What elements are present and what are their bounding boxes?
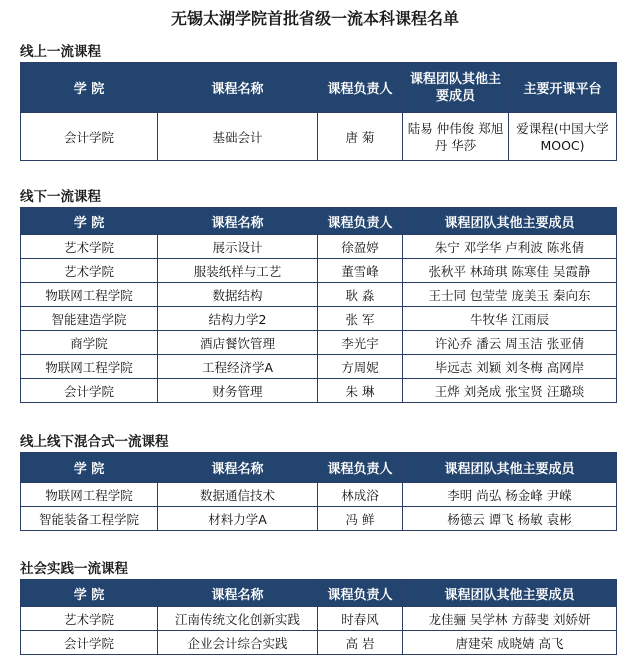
cell-members: 陆易 仲伟俊 郑旭丹 华莎 xyxy=(403,113,509,161)
table-row xyxy=(21,379,617,403)
cell-course: 结构力学2 xyxy=(158,307,318,331)
column-header: 课程负责人 xyxy=(318,63,403,113)
cell-college: 商学院 xyxy=(21,331,158,355)
cell-members: 牛牧华 江雨辰 xyxy=(403,307,617,331)
cell-leader: 李光宇 xyxy=(318,331,403,355)
cell-members: 李明 尚弘 杨金峰 尹嵘 xyxy=(403,483,617,507)
column-header: 课程名称 xyxy=(158,453,318,483)
cell-college: 艺术学院 xyxy=(21,259,158,283)
cell-leader: 高 岩 xyxy=(318,631,403,655)
table-row xyxy=(21,507,617,531)
cell-college: 艺术学院 xyxy=(21,235,158,259)
column-header: 主要开课平台 xyxy=(509,63,617,113)
cell-course: 基础会计 xyxy=(158,113,318,161)
column-header: 学 院 xyxy=(21,580,158,607)
table-row xyxy=(21,355,617,379)
online-course-table xyxy=(20,62,617,161)
cell-members: 杨德云 谭飞 杨敏 袁彬 xyxy=(403,507,617,531)
cell-members: 毕远志 刘颖 刘冬梅 高网岸 xyxy=(403,355,617,379)
cell-leader: 耿 淼 xyxy=(318,283,403,307)
cell-leader: 方周妮 xyxy=(318,355,403,379)
cell-members: 王烨 刘尧成 张宝贤 汪璐琰 xyxy=(403,379,617,403)
column-header: 课程团队其他主要成员 xyxy=(403,63,509,113)
cell-college: 物联网工程学院 xyxy=(21,483,158,507)
table-row xyxy=(21,235,617,259)
cell-course: 企业会计综合实践 xyxy=(158,631,318,655)
page-title: 无锡太湖学院首批省级一流本科课程名单 xyxy=(170,9,459,28)
cell-college: 艺术学院 xyxy=(21,607,158,631)
cell-leader: 唐 菊 xyxy=(318,113,403,161)
table-row xyxy=(21,307,617,331)
table-row xyxy=(21,283,617,307)
cell-leader: 徐盈婷 xyxy=(318,235,403,259)
cell-leader: 董雪峰 xyxy=(318,259,403,283)
table-row xyxy=(21,331,617,355)
cell-course: 江南传统文化创新实践 xyxy=(158,607,318,631)
table-row xyxy=(21,259,617,283)
table-row xyxy=(21,631,617,655)
cell-course: 财务管理 xyxy=(158,379,318,403)
cell-college: 会计学院 xyxy=(21,631,158,655)
table-header-row xyxy=(21,580,617,607)
table-header-row xyxy=(21,453,617,483)
table-row xyxy=(21,483,617,507)
column-header: 学 院 xyxy=(21,63,158,113)
table-header-row xyxy=(21,63,617,113)
cell-platform: 爱课程(中国大学MOOC) xyxy=(509,113,617,161)
column-header: 课程团队其他主要成员 xyxy=(403,580,617,607)
table-header-row xyxy=(21,208,617,235)
cell-members: 许沁乔 潘云 周玉洁 张亚倩 xyxy=(403,331,617,355)
cell-course: 数据结构 xyxy=(158,283,318,307)
cell-leader: 时春风 xyxy=(318,607,403,631)
column-header: 课程负责人 xyxy=(318,580,403,607)
column-header: 课程团队其他主要成员 xyxy=(403,453,617,483)
column-header: 学 院 xyxy=(21,453,158,483)
cell-leader: 林成浴 xyxy=(318,483,403,507)
cell-members: 张秋平 林琦琪 陈寒佳 吴霞静 xyxy=(403,259,617,283)
cell-leader: 张 军 xyxy=(318,307,403,331)
section-title-blended: 线上线下混合式一流课程 xyxy=(20,434,169,450)
cell-course: 材料力学A xyxy=(158,507,318,531)
table-row xyxy=(21,113,617,161)
cell-members: 唐建荣 成晓婧 高飞 xyxy=(403,631,617,655)
cell-leader: 冯 鲜 xyxy=(318,507,403,531)
column-header: 课程负责人 xyxy=(318,453,403,483)
cell-course: 酒店餐饮管理 xyxy=(158,331,318,355)
column-header: 课程负责人 xyxy=(318,208,403,235)
column-header: 课程团队其他主要成员 xyxy=(403,208,617,235)
section-title-online: 线上一流课程 xyxy=(20,44,101,60)
blended-course-table xyxy=(20,452,617,531)
column-header: 课程名称 xyxy=(158,63,318,113)
cell-course: 数据通信技术 xyxy=(158,483,318,507)
column-header: 学 院 xyxy=(21,208,158,235)
cell-members: 龙佳骊 吴学林 方薛斐 刘娇妍 xyxy=(403,607,617,631)
cell-leader: 朱 琳 xyxy=(318,379,403,403)
social-practice-course-table xyxy=(20,579,617,655)
section-title-social-practice: 社会实践一流课程 xyxy=(20,561,128,577)
cell-college: 智能建造学院 xyxy=(21,307,158,331)
cell-college: 物联网工程学院 xyxy=(21,283,158,307)
offline-course-table xyxy=(20,207,617,403)
cell-course: 工程经济学A xyxy=(158,355,318,379)
cell-course: 服装纸样与工艺 xyxy=(158,259,318,283)
cell-college: 智能装备工程学院 xyxy=(21,507,158,531)
cell-college: 会计学院 xyxy=(21,379,158,403)
cell-college: 物联网工程学院 xyxy=(21,355,158,379)
cell-members: 朱宁 邓学华 卢利波 陈兆倩 xyxy=(403,235,617,259)
column-header: 课程名称 xyxy=(158,208,318,235)
table-row xyxy=(21,607,617,631)
cell-course: 展示设计 xyxy=(158,235,318,259)
section-title-offline: 线下一流课程 xyxy=(20,189,101,205)
cell-college: 会计学院 xyxy=(21,113,158,161)
column-header: 课程名称 xyxy=(158,580,318,607)
cell-members: 王士同 包莹莹 庞美玉 秦向东 xyxy=(403,283,617,307)
